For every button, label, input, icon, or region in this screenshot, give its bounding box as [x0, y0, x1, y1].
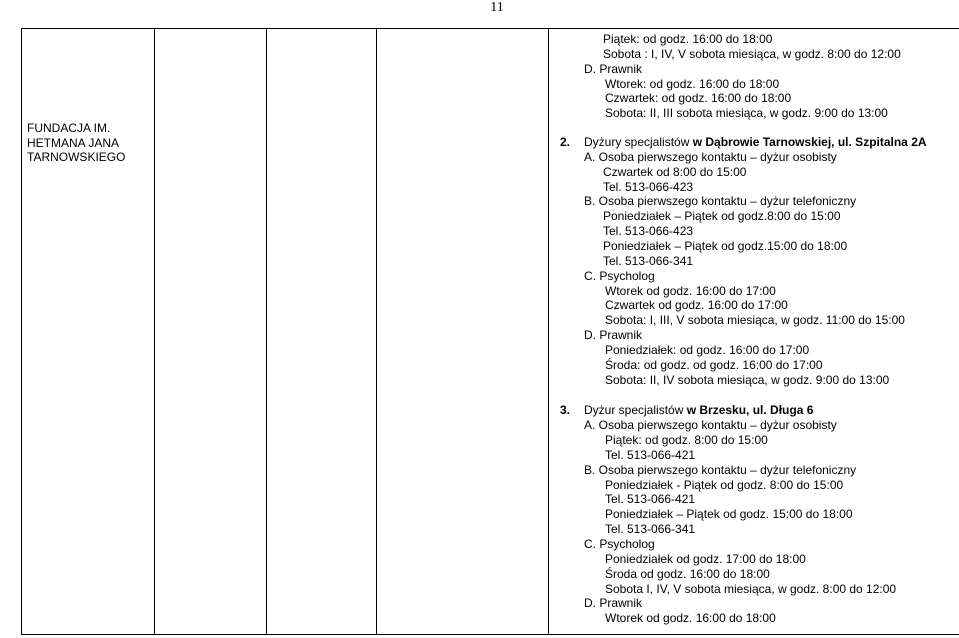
schedule-line: Sobota I, IV, V sobota miesiąca, w godz. 8:00 do 12:00: [605, 581, 897, 596]
schedule-line: Piątek: od godz. 16:00 do 18:00: [603, 32, 773, 46]
specialist-heading: A. Osoba pierwszego kontaktu – dyżur osobisty: [584, 418, 837, 433]
section-location: w Dąbrowie Tarnowskiej, ul. Szpitalna 2A: [692, 135, 927, 150]
schedule-line: Piątek: od godz. 8:00 do 15:00: [605, 433, 768, 448]
section-title: Dyżury specjalistów: [584, 135, 693, 150]
section-heading: [560, 403, 955, 418]
schedule-content: [560, 32, 955, 626]
organization-name-line: FUNDACJA IM.: [27, 121, 111, 135]
schedule-line: Poniedziałek – Piątek od godz.15:00 do 18:00: [603, 238, 848, 253]
table-column-divider: [154, 28, 155, 635]
schedule-line: Wtorek od godz. 16:00 do 17:00: [605, 283, 776, 298]
schedule-line: Poniedziałek - Piątek od godz. 8:00 do 15:00: [605, 477, 844, 492]
schedule-line: Sobota: II, IV sobota miesiąca, w godz. 9:00 do 13:00: [605, 372, 890, 387]
specialist-heading: B. Osoba pierwszego kontaktu – dyżur telefoniczny: [584, 194, 857, 209]
specialist-heading: C. Psycholog: [584, 268, 655, 283]
schedule-line: Środa od godz. 16:00 do 18:00: [605, 566, 770, 581]
schedule-line: Poniedziałek – Piątek od godz.8:00 do 15:00: [603, 209, 841, 224]
schedule-line: Wtorek od godz. 16:00 do 18:00: [605, 611, 776, 626]
organization-name-line: TARNOWSKIEGO: [27, 150, 126, 164]
schedule-line: Środa: od godz. od godz. 16:00 do 17:00: [605, 357, 823, 372]
phone-number: Tel. 513-066-341: [603, 253, 694, 268]
schedule-line: Poniedziałek – Piątek od godz. 15:00 do 18:00: [605, 507, 853, 522]
specialist-heading: C. Psycholog: [584, 537, 655, 551]
schedule-line: Sobota : I, IV, V sobota miesiąca, w godz. 8:00 do 12:00: [603, 46, 901, 61]
specialist-heading: B. Osoba pierwszego kontaktu – dyżur telefoniczny: [584, 462, 857, 477]
section-number: 2.: [560, 135, 571, 150]
schedule-line: Czwartek od godz. 16:00 do 17:00: [605, 298, 788, 313]
phone-number: Tel. 513-066-423: [603, 179, 694, 194]
phone-number: Tel. 513-066-423: [603, 224, 694, 239]
specialist-heading: D. Prawnik: [584, 328, 643, 343]
schedule-line: Wtorek: od godz. 16:00 do 18:00: [605, 76, 780, 91]
specialist-heading: D. Prawnik: [584, 596, 643, 611]
section-title: Dyżur specjalistów: [584, 403, 687, 418]
schedule-line: Czwartek: od godz. 16:00 do 18:00: [605, 91, 792, 106]
schedule-line: Sobota: I, III, V sobota miesiąca, w godz. 11:00 do 15:00: [605, 313, 905, 328]
section-number: 3.: [560, 403, 571, 418]
organization-name: [27, 121, 149, 165]
phone-number: Tel. 513-066-421: [605, 447, 696, 462]
table-column-divider: [376, 28, 377, 635]
schedule-line: Poniedziałek: od godz. 16:00 do 17:00: [605, 342, 810, 357]
table-bottom-border: [21, 634, 959, 635]
table-top-border: [21, 28, 959, 29]
page-number: 11: [490, 0, 504, 15]
section-location: w Brzesku, ul. Długa 6: [686, 403, 814, 418]
schedule-line: Sobota: II, III sobota miesiąca, w godz. 9:00 do 13:00: [605, 106, 888, 121]
specialist-heading: A. Osoba pierwszego kontaktu – dyżur osobisty: [584, 149, 837, 164]
schedule-line: Poniedziałek od godz. 17:00 do 18:00: [605, 551, 806, 566]
table-column-divider: [548, 28, 549, 635]
specialist-heading: D. Prawnik: [584, 61, 643, 76]
table-column-divider: [266, 28, 267, 635]
organization-name-line: HETMANA JANA: [27, 135, 120, 150]
section-heading: [560, 135, 955, 150]
table-column-divider: [21, 28, 22, 635]
schedule-line: Czwartek od 8:00 do 15:00: [603, 164, 747, 179]
phone-number: Tel. 513-066-421: [605, 492, 696, 507]
phone-number: Tel. 513-066-341: [605, 522, 696, 537]
